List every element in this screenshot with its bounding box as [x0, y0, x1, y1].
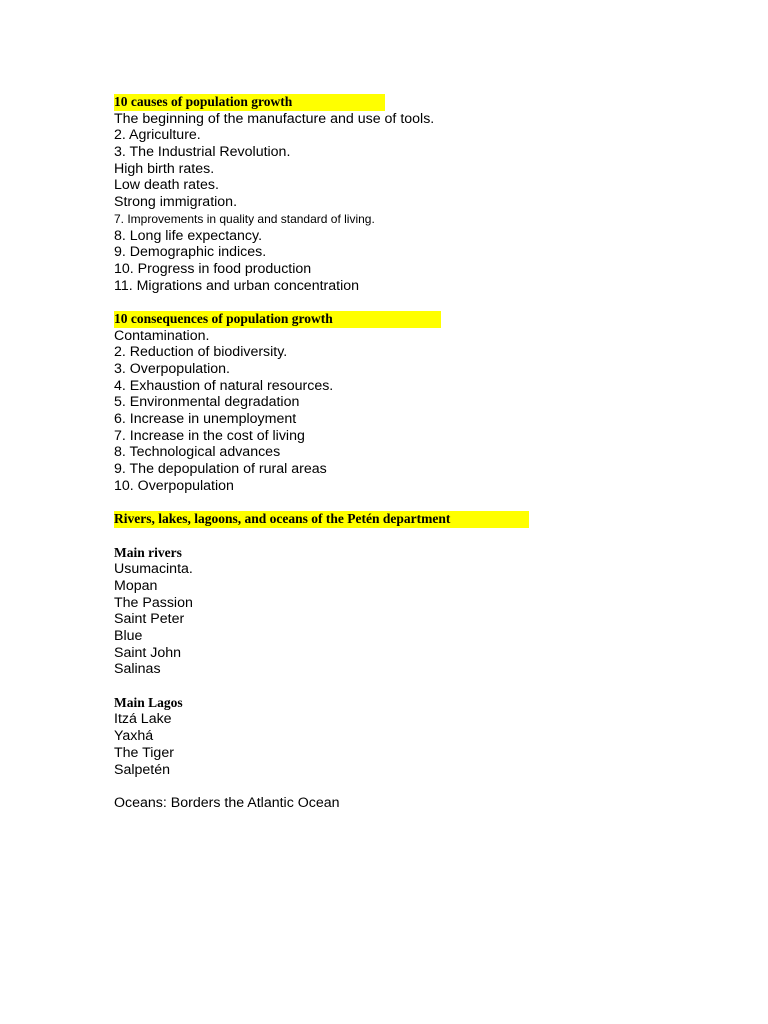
- list-item: Itzá Lake: [114, 711, 172, 728]
- peten-heading: Rivers, lakes, lagoons, and oceans of the Petén department: [114, 511, 529, 528]
- list-item: 10. Overpopulation: [114, 477, 234, 494]
- list-item: The Tiger: [114, 744, 174, 761]
- list-item: 7. Increase in the cost of living: [114, 427, 305, 444]
- lakes-heading: Main Lagos: [114, 694, 183, 710]
- list-item: High birth rates.: [114, 160, 215, 177]
- list-item: Saint John: [114, 644, 182, 661]
- list-item: Salinas: [114, 661, 161, 678]
- list-item: 7. Improvements in quality and standard of living.: [114, 211, 375, 226]
- list-item: 3. The Industrial Revolution.: [114, 144, 291, 161]
- list-item: 9. The depopulation of rural areas: [114, 461, 327, 478]
- list-item: Yaxhá: [114, 728, 154, 745]
- spacer: [114, 678, 714, 695]
- list-item: Contamination.: [114, 327, 210, 344]
- list-item: 9. Demographic indices.: [114, 244, 267, 261]
- spacer: [114, 778, 714, 795]
- spacer: [114, 294, 714, 311]
- list-item: Low death rates.: [114, 177, 219, 194]
- causes-list: [114, 111, 714, 295]
- spacer: [114, 528, 714, 545]
- oceans-line: Oceans: Borders the Atlantic Ocean: [114, 794, 340, 811]
- consequences-heading: 10 consequences of population growth: [114, 311, 441, 328]
- list-item: Mopan: [114, 577, 158, 594]
- spacer: [114, 495, 714, 512]
- list-item: Strong immigration.: [114, 194, 238, 211]
- causes-heading: 10 causes of population growth: [114, 94, 385, 111]
- list-item: 2. Agriculture.: [114, 127, 201, 144]
- list-item: The beginning of the manufacture and use of tools.: [114, 110, 435, 127]
- lakes-list: [114, 711, 714, 778]
- rivers-list: [114, 561, 714, 678]
- document-page: [114, 94, 714, 812]
- list-item: 8. Technological advances: [114, 444, 281, 461]
- list-item: Usumacinta.: [114, 561, 193, 578]
- list-item: 11. Migrations and urban concentration: [114, 277, 360, 294]
- list-item: 8. Long life expectancy.: [114, 227, 263, 244]
- list-item: The Passion: [114, 594, 193, 611]
- rivers-heading: Main rivers: [114, 544, 182, 560]
- list-item: 6. Increase in unemployment: [114, 411, 297, 428]
- list-item: Blue: [114, 628, 143, 644]
- list-item: 10. Progress in food production: [114, 260, 312, 277]
- list-item: 4. Exhaustion of natural resources.: [114, 377, 334, 394]
- list-item: 5. Environmental degradation: [114, 394, 300, 411]
- list-item: Salpetén: [114, 761, 171, 778]
- consequences-list: [114, 328, 714, 495]
- list-item: 2. Reduction of biodiversity.: [114, 344, 288, 361]
- list-item: 3. Overpopulation.: [114, 361, 230, 377]
- list-item: Saint Peter: [114, 611, 185, 628]
